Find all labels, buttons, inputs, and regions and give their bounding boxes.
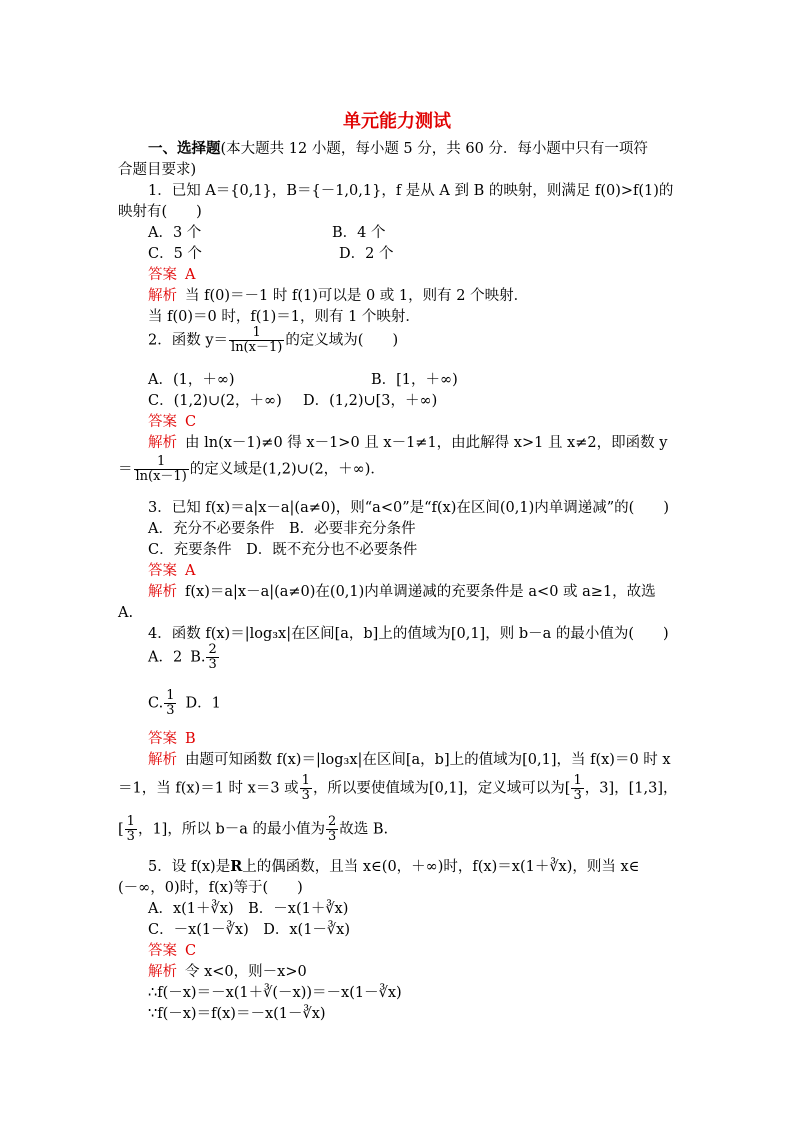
q1-stem: 1．已知 A＝{0,1}，B＝{－1,0,1}，f 是从 A 到 B 的映射，则满足 f(0)>f(1)的 — [148, 183, 674, 199]
section-label: 一、选择题 — [148, 140, 221, 157]
q4-option-c: C. — [148, 695, 164, 712]
q4-analysis-fraction-2 — [571, 774, 583, 803]
analysis-label: 解析 — [148, 964, 177, 980]
fraction-numerator: 2 — [208, 642, 217, 657]
q1-analysis — [148, 287, 528, 305]
q4-analysis-fraction-4 — [326, 815, 338, 844]
q2-option-c: C．(1,2)∪(2，＋∞) — [148, 393, 282, 409]
q4-analysis-bracket: [ — [118, 821, 124, 838]
answer-label: 答案 — [148, 563, 177, 579]
q5-analysis-line-3: ∵f(－x)＝f(x)＝－x(1－∛x) — [148, 1006, 326, 1022]
fraction-numerator: 2 — [327, 814, 337, 829]
q1-option-d: D．2 个 — [339, 246, 394, 262]
answer-value: C — [185, 414, 197, 430]
q4-option-a: A．2 — [148, 649, 183, 666]
q4-option-b-fraction — [206, 643, 218, 672]
q1-answer — [148, 266, 195, 284]
q5-stem — [148, 858, 639, 876]
q3-analysis-text: f(x)＝a|x－a|(a≠0)在(0,1)内单调递减的充要条件是 a<0 或 a≥1，故选 — [185, 584, 656, 600]
q2-analysis-fraction — [134, 455, 189, 484]
q2-option-d: D．(1,2)∪[3，＋∞) — [303, 393, 438, 409]
q5-stem-tail: 上的偶函数，且当 x∈(0，＋∞)时，f(x)＝x(1＋∛x)，则当 x∈ — [242, 859, 640, 875]
fraction-numerator: 1 — [126, 814, 135, 829]
q5-analysis-line-2: ∴f(－x)＝－x(1＋∛(－x))＝－x(1－∛x) — [148, 985, 402, 1001]
answer-value: C — [185, 943, 197, 959]
q3-answer — [148, 562, 195, 580]
fraction-denominator: ln(x－1) — [231, 340, 283, 355]
fraction-denominator: 3 — [301, 788, 310, 803]
analysis-label: 解析 — [148, 435, 177, 451]
q1-option-b: B．4 个 — [332, 225, 386, 241]
answer-label: 答案 — [148, 267, 177, 283]
q2-option-b: B．[1，＋∞) — [371, 372, 458, 388]
q2-analysis-text: 由 ln(x－1)≠0 得 x－1>0 且 x－1≠1，由此解得 x>1 且 x≠2，即函数 y — [185, 435, 668, 451]
q1-analysis-text: 当 f(0)＝－1 时 f(1)可以是 0 或 1，则有 2 个映射． — [185, 288, 529, 304]
q4-analysis-text-2: ＝1，当 f(x)＝1 时 x＝3 或 — [118, 780, 299, 797]
section-desc-cont: 合题目要求) — [118, 162, 197, 178]
q3-options-ab: A．充分不必要条件 B．必要非充分条件 — [148, 521, 416, 537]
q2-fraction — [229, 326, 284, 355]
q4-option-c-fraction — [164, 689, 176, 718]
analysis-label: 解析 — [148, 288, 177, 304]
answer-label: 答案 — [148, 731, 177, 747]
q5-options-cd: C．－x(1－∛x) D．x(1－∛x) — [148, 922, 350, 938]
fraction-denominator: 3 — [327, 829, 337, 844]
q1-option-a: A．3 个 — [148, 225, 202, 241]
q4-options-ab — [148, 643, 220, 679]
answer-label: 答案 — [148, 943, 177, 959]
answer-value: A — [185, 563, 196, 579]
q4-analysis-text: 由题可知函数 f(x)＝|log₃x|在区间[a，b]上的值域为[0,1]，当 f(x)＝0 时 x — [185, 752, 671, 768]
q3-analysis-cont: A. — [118, 605, 134, 621]
fraction-numerator: 1 — [157, 454, 166, 469]
fraction-numerator: 1 — [573, 773, 582, 788]
analysis-label: 解析 — [148, 584, 177, 600]
q5-analysis-text: 令 x<0，则－x>0 — [185, 964, 307, 980]
section-heading — [148, 140, 648, 158]
q5-stem-cont: (－∞，0)时，f(x)等于( ) — [118, 880, 303, 896]
q1-analysis-cont: 当 f(0)＝0 时，f(1)＝1，则有 1 个映射． — [148, 309, 420, 325]
q5-analysis — [148, 963, 307, 981]
q5-stem-text: 5．设 f(x)是 — [148, 859, 231, 875]
q1-stem-cont: 映射有( ) — [118, 204, 202, 220]
q5-stem-bold: R — [230, 858, 243, 875]
q2-stem-tail: 的定义域为( ) — [285, 332, 399, 349]
q1-option-c: C．5 个 — [148, 246, 202, 262]
answer-value: A — [185, 267, 196, 283]
analysis-label: 解析 — [148, 752, 177, 768]
q3-stem: 3．已知 f(x)＝a|x－a|(a≠0)，则“a<0”是“f(x)在区间(0,1)内单调递减”的( ) — [148, 500, 669, 516]
q2-answer — [148, 413, 196, 431]
q4-analysis-fraction-3 — [125, 815, 137, 844]
q2-analysis-tail: 的定义域是(1,2)∪(2，＋∞)． — [189, 461, 385, 478]
q3-analysis — [148, 583, 656, 601]
fraction-numerator: 1 — [301, 773, 310, 788]
q4-analysis — [148, 751, 671, 769]
q4-option-b: B. — [190, 649, 206, 666]
fraction-numerator: 1 — [252, 325, 261, 340]
q2-analysis — [148, 434, 667, 452]
fraction-denominator: ln(x－1) — [135, 469, 187, 484]
q2-option-a: A．(1，＋∞) — [148, 372, 235, 388]
q5-options-ab: A．x(1＋∛x) B．－x(1＋∛x) — [148, 901, 349, 917]
fraction-numerator: 1 — [166, 688, 175, 703]
q2-stem — [148, 326, 398, 360]
answer-value: B — [185, 731, 196, 747]
page-title: 单元能力测试 — [343, 111, 451, 132]
q4-analysis-text-4: ，3]，[1,3]， — [584, 780, 678, 797]
fraction-denominator: 3 — [573, 788, 582, 803]
q4-option-d: D．1 — [185, 695, 221, 712]
section-desc: (本大题共 12 小题，每小题 5 分，共 60 分．每小题中只有一项符 — [220, 141, 648, 157]
q4-answer — [148, 730, 196, 748]
q4-analysis-text-6: 故选 B. — [339, 821, 389, 838]
q4-options-cd — [148, 689, 221, 725]
answer-label: 答案 — [148, 414, 177, 430]
q4-analysis-text-3: ，所以要使值域为[0,1]，定义域可以为[ — [312, 780, 571, 797]
q3-options-cd: C．充要条件 D．既不充分也不必要条件 — [148, 542, 418, 558]
q5-answer — [148, 942, 196, 960]
q4-analysis-text-5: ，1]，所以 b－a 的最小值为 — [137, 821, 325, 838]
q4-stem: 4．函数 f(x)＝|log₃x|在区间[a，b]上的值域为[0,1]，则 b－a 的最小值为( ) — [148, 626, 669, 642]
q4-analysis-cont — [118, 774, 678, 810]
q4-analysis-cont-2 — [118, 815, 388, 851]
q2-analysis-eq: ＝ — [118, 461, 133, 478]
q2-stem-text: 2．函数 y＝ — [148, 332, 229, 349]
fraction-denominator: 3 — [208, 657, 217, 672]
fraction-denominator: 3 — [166, 703, 175, 718]
q4-analysis-fraction — [300, 774, 312, 803]
fraction-denominator: 3 — [126, 829, 135, 844]
q2-analysis-cont — [118, 455, 385, 489]
